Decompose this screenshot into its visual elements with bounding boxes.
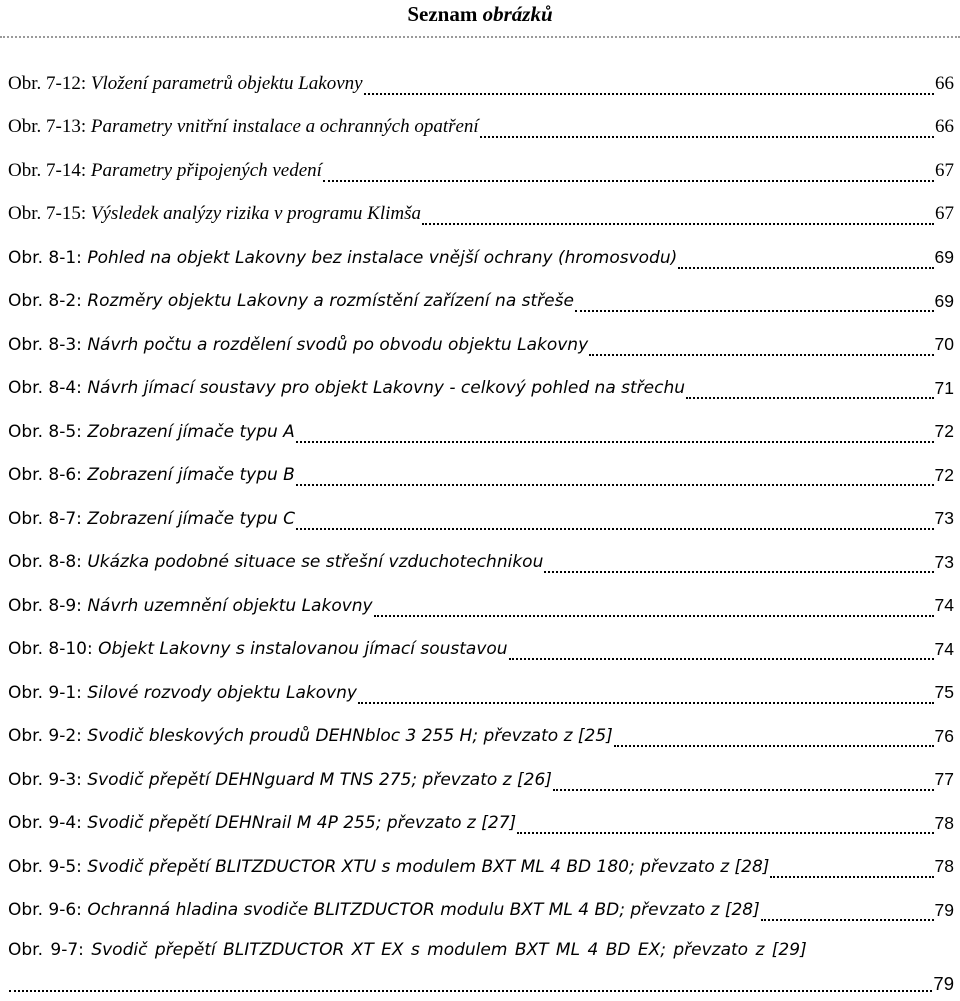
dot-leader [358, 702, 934, 704]
dot-leader [678, 267, 933, 269]
entry-page-number: 78 [934, 812, 954, 833]
heading-divider [0, 36, 960, 38]
dot-leader [296, 441, 934, 443]
entry-title: Vložení parametrů objektu Lakovny [90, 72, 363, 94]
entry-caption [8, 335, 588, 355]
entry-page-number: 67 [935, 203, 954, 225]
dot-leader [374, 615, 934, 617]
entry-caption [8, 422, 295, 442]
entry-label: Obr. 8-7: [8, 508, 88, 529]
entry-caption [8, 203, 421, 225]
entry-caption [8, 116, 479, 138]
entry-page-number: 71 [934, 377, 954, 398]
entry-caption [8, 248, 677, 268]
list-item[interactable] [8, 367, 954, 411]
entry-page-number: 67 [935, 159, 954, 181]
dot-leader [422, 223, 934, 225]
entry-page-number: 78 [934, 856, 954, 877]
list-item[interactable] [8, 715, 954, 759]
list-item[interactable] [8, 497, 954, 541]
dot-leader [553, 789, 934, 791]
dot-leader [364, 93, 934, 95]
entry-page-number: 72 [934, 421, 954, 442]
entry-page-number: 77 [934, 769, 954, 790]
dot-leader [770, 876, 933, 878]
dot-leader [614, 745, 934, 747]
entry-page-number: 76 [934, 725, 954, 746]
entry-label: Obr. 8-1: [8, 247, 88, 268]
entry-label: Obr. 8-6: [8, 465, 88, 486]
entry-label: Obr. 8-10: [8, 639, 99, 660]
dot-leader [509, 658, 934, 660]
entry-title: Svodič bleskových proudů DEHNbloc 3 255 H; převzato z [25] [87, 726, 613, 747]
entry-label: Obr. 8-4: [8, 378, 88, 399]
entry-title: Návrh jímací soustavy pro objekt Lakovny - celkový pohled na střechu [87, 378, 686, 399]
entry-caption [8, 813, 516, 833]
entry-title: Ukázka podobné situace se střešní vzduchotechnikou [87, 552, 544, 573]
entry-caption [8, 857, 769, 877]
dot-leader [575, 310, 934, 312]
list-item[interactable] [8, 280, 954, 324]
entry-label: Obr. 9-6: [8, 900, 88, 921]
dot-leader [323, 180, 934, 182]
entry-title: Svodič přepětí BLITZDUCTOR XT EX s modulem BXT ML 4 BD EX; převzato z [29] [91, 940, 807, 960]
entry-title: Zobrazení jímače typu C [87, 508, 296, 529]
list-item[interactable] [8, 671, 954, 715]
dot-leader [480, 136, 934, 138]
entry-label: Obr. 8-2: [8, 291, 88, 312]
entry-caption [8, 160, 322, 182]
dot-leader [589, 354, 933, 356]
list-item[interactable] [8, 62, 954, 106]
dot-leader [544, 571, 933, 573]
entry-title: Návrh uzemnění objektu Lakovny [87, 595, 373, 616]
entry-title: Svodič přepětí DEHNrail M 4P 255; převzato z [27] [87, 813, 517, 834]
entry-title: Parametry připojených vedení [90, 159, 322, 181]
dot-leader [296, 484, 934, 486]
entry-label: Obr. 7-12: [8, 72, 91, 94]
entry-label: Obr. 9-2: [8, 726, 88, 747]
entry-label: Obr. 8-3: [8, 334, 88, 355]
entry-page-number: 66 [935, 72, 954, 94]
entry-label: Obr. 9-4: [8, 813, 88, 834]
entry-label: Obr. 7-15: [8, 203, 91, 225]
entry-page-number: 70 [934, 334, 954, 355]
entry-title: Zobrazení jímače typu A [87, 421, 295, 442]
entry-label: Obr. 7-14: [8, 159, 91, 181]
entry-page-number: 73 [934, 551, 954, 572]
entry-title: Objekt Lakovny s instalovanou jímací soustavou [98, 639, 508, 660]
entry-label: Obr. 7-13: [8, 116, 91, 138]
list-item[interactable] [8, 802, 954, 846]
dot-leader [686, 397, 934, 399]
list-of-figures-heading [0, 0, 960, 28]
entry-page-number: 69 [934, 247, 954, 268]
entry-caption [8, 378, 685, 398]
entry-label: Obr. 9-3: [8, 769, 88, 790]
entry-page-number: 79 [934, 899, 954, 920]
list-item[interactable] [8, 193, 954, 237]
entry-caption [8, 900, 760, 920]
entry-page-number: 73 [934, 508, 954, 529]
entry-title: Svodič přepětí DEHNguard M TNS 275; převzato z [26] [87, 769, 552, 790]
entry-caption [8, 639, 508, 659]
entry-title: Svodič přepětí BLITZDUCTOR XTU s modulem BXT ML 4 BD 180; převzato z [28] [87, 856, 770, 877]
list-item[interactable] [8, 410, 954, 454]
entry-label: Obr. 8-9: [8, 595, 88, 616]
list-item[interactable] [8, 932, 954, 1001]
entry-page-number: 69 [934, 290, 954, 311]
entry-caption [8, 726, 613, 746]
heading-plain: Seznam [407, 2, 483, 26]
list-item[interactable] [8, 845, 954, 889]
dot-leader [9, 990, 932, 992]
dot-leader [761, 919, 934, 921]
entry-caption [8, 291, 574, 311]
entry-label: Obr. 9-7: [8, 940, 92, 960]
list-item[interactable] [8, 628, 954, 672]
entry-page-number: 74 [934, 595, 954, 616]
list-item[interactable] [8, 323, 954, 367]
entry-page-number: 66 [935, 116, 954, 138]
entry-caption [8, 596, 373, 616]
entry-label: Obr. 9-5: [8, 856, 88, 877]
entry-page-number: 72 [934, 464, 954, 485]
list-item[interactable] [8, 889, 954, 933]
entry-page-number: 79 [933, 973, 954, 994]
entry-label: Obr. 8-5: [8, 421, 88, 442]
entry-caption [8, 73, 363, 95]
entry-page-number: 74 [934, 638, 954, 659]
list-item[interactable] [8, 584, 954, 628]
entry-title: Návrh počtu a rozdělení svodů po obvodu objektu Lakovny [87, 334, 589, 355]
entry-label: Obr. 8-8: [8, 552, 88, 573]
list-item[interactable] [8, 541, 954, 585]
entry-title: Silové rozvody objektu Lakovny [87, 682, 357, 703]
entry-label: Obr. 9-1: [8, 682, 88, 703]
dot-leader [296, 528, 933, 530]
heading-italic: obrázků [482, 2, 553, 26]
entry-title: Pohled na objekt Lakovny bez instalace vnější ochrany (hromosvodu) [87, 247, 678, 268]
figure-list [8, 62, 954, 1001]
entry-caption [8, 465, 295, 485]
dot-leader [517, 832, 933, 834]
entry-page-number: 75 [934, 682, 954, 703]
entry-title: Výsledek analýzy rizika v programu Klimša [90, 203, 422, 225]
entry-caption [8, 683, 357, 703]
list-item[interactable] [8, 758, 954, 802]
entry-title: Rozměry objektu Lakovny a rozmístění zařízení na střeše [87, 291, 574, 312]
entry-caption [8, 509, 295, 529]
list-item[interactable] [8, 106, 954, 150]
list-item[interactable] [8, 236, 954, 280]
list-item[interactable] [8, 454, 954, 498]
entry-caption [8, 940, 807, 960]
entry-title: Parametry vnitřní instalace a ochranných opatření [90, 116, 479, 138]
entry-leader-line [8, 967, 954, 1001]
entry-caption [8, 552, 543, 572]
list-item[interactable] [8, 149, 954, 193]
entry-caption [8, 770, 552, 790]
entry-title: Zobrazení jímače typu B [87, 465, 295, 486]
entry-title: Ochranná hladina svodiče BLITZDUCTOR modulu BXT ML 4 BD; převzato z [28] [87, 900, 760, 921]
